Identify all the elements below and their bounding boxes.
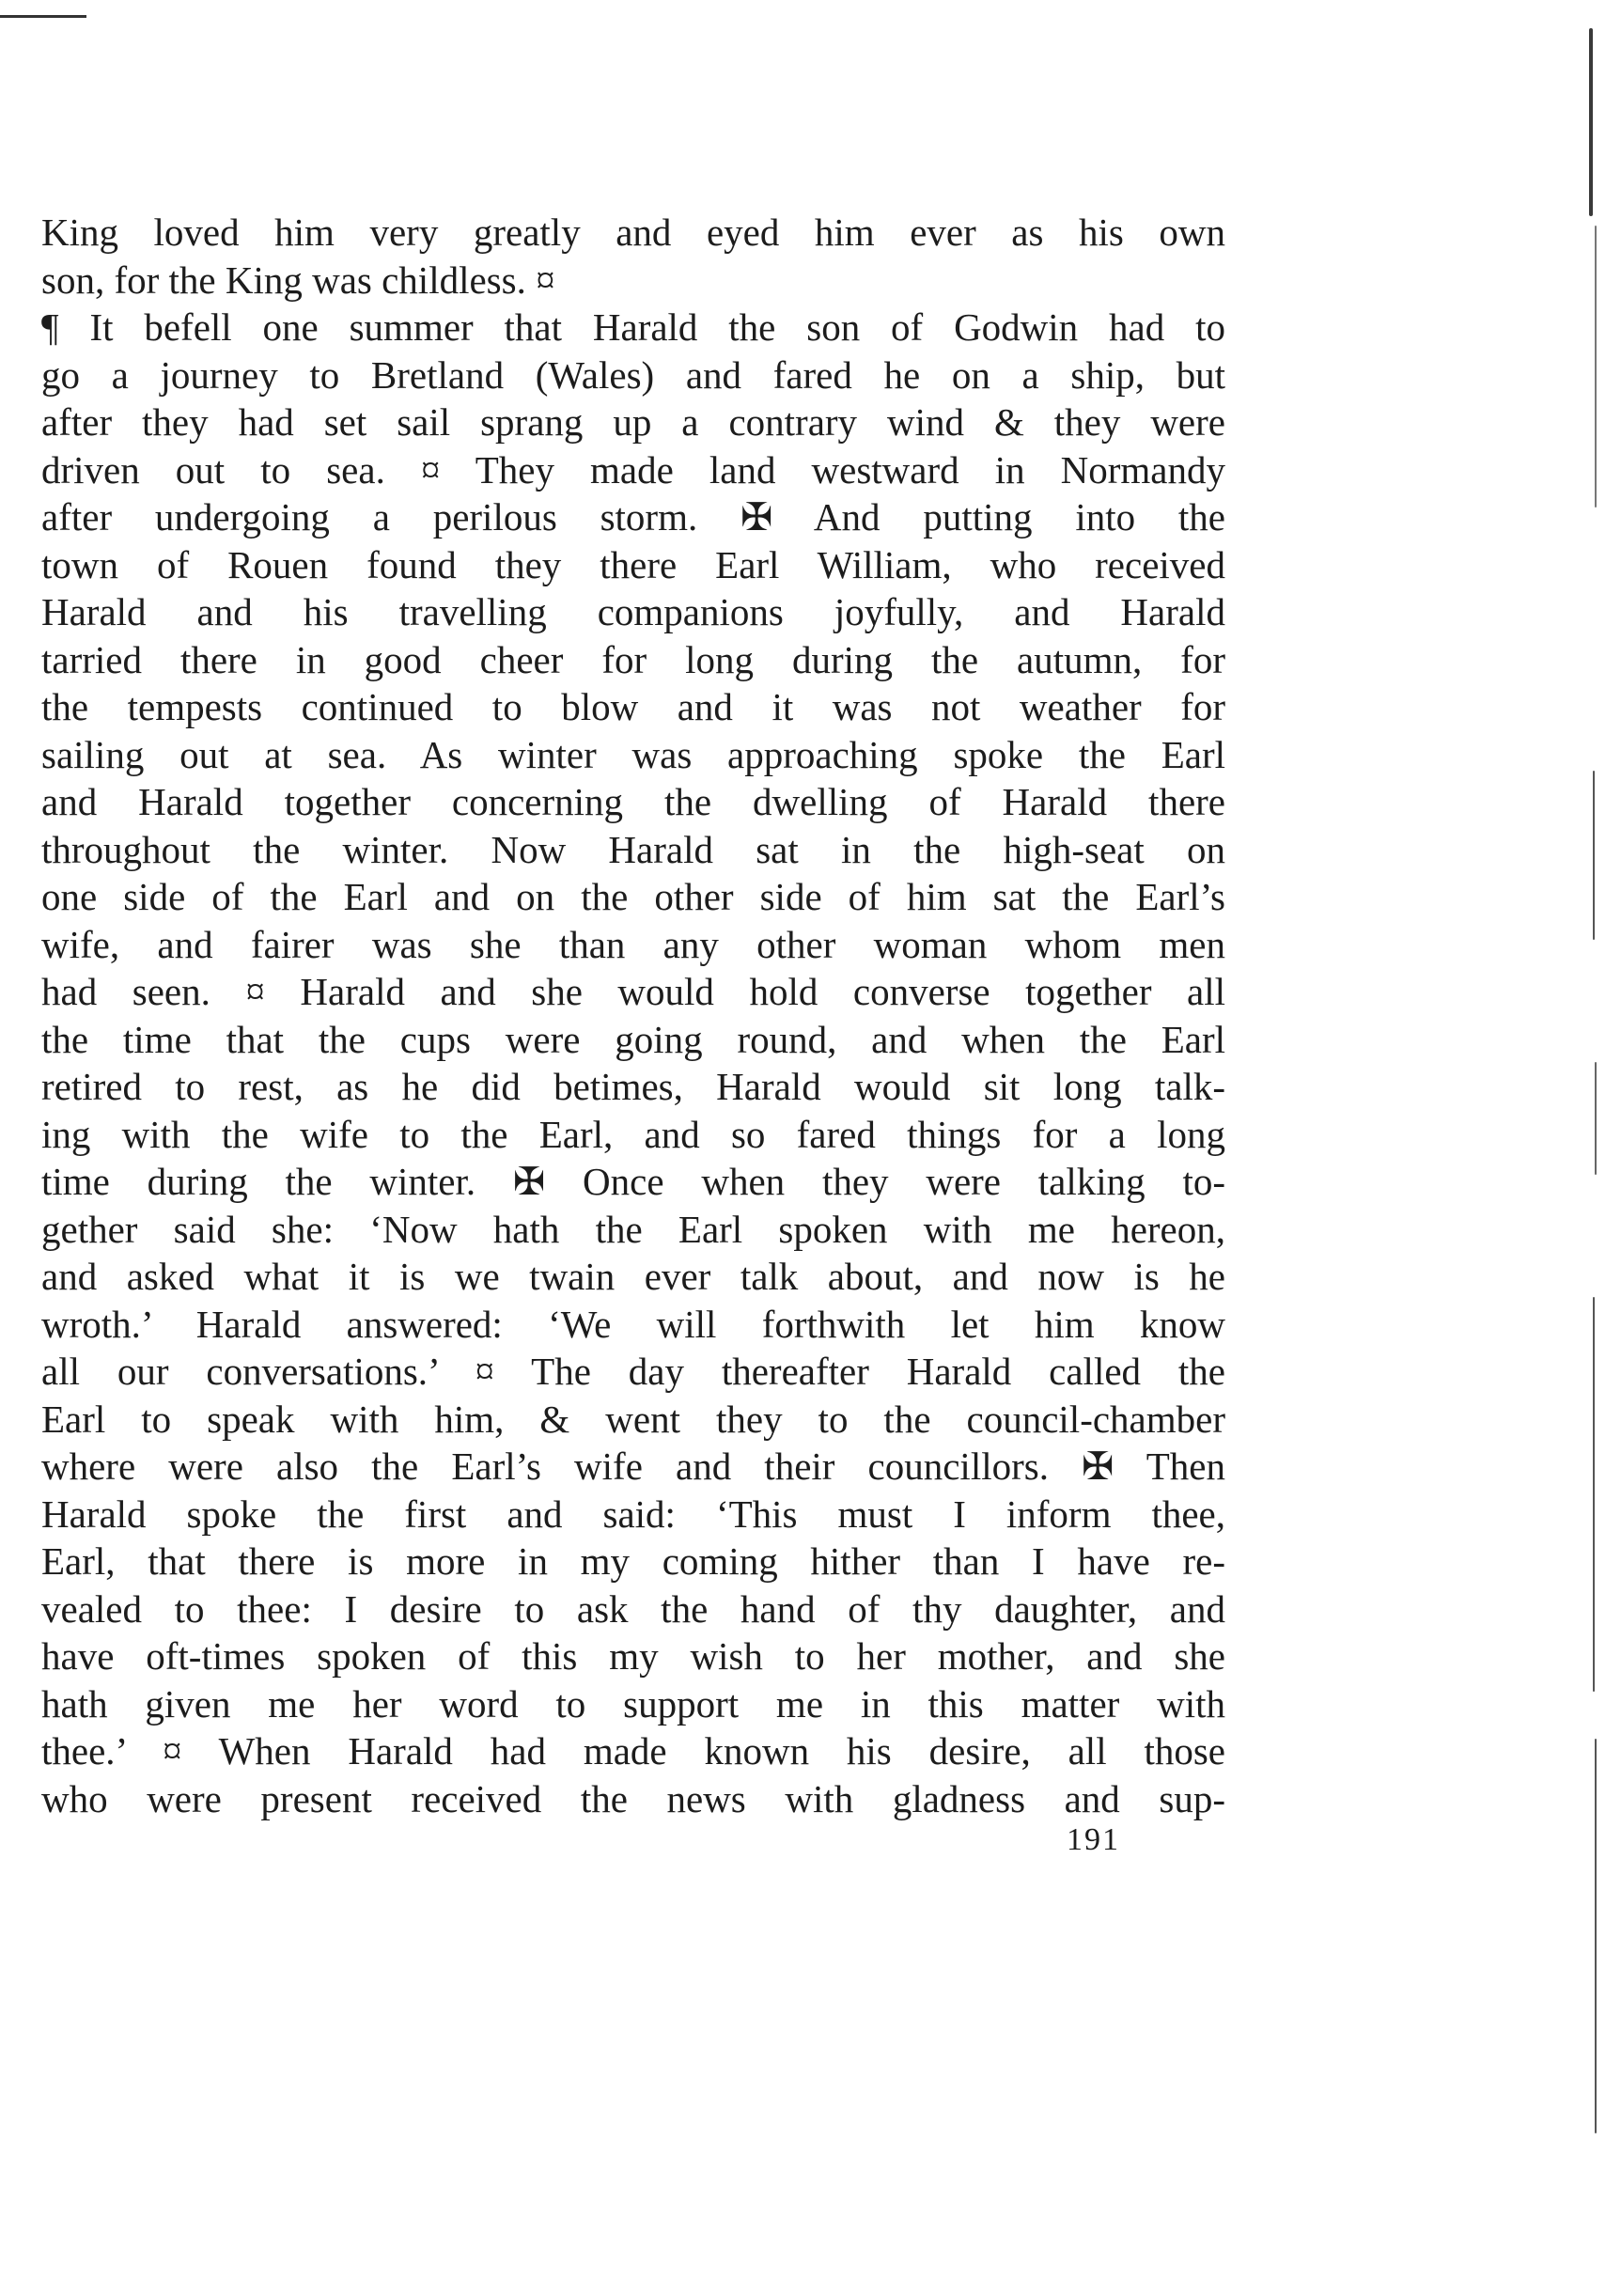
body-text (41, 209, 1225, 1822)
text-line: all our conversations.’ ¤ The day thereafter Harald called the (41, 1350, 1225, 1393)
text-line: driven out to sea. ¤ They made land westward in Normandy (41, 447, 1225, 492)
text-line: wife, and fairer was she than any other woman whom men (41, 922, 1225, 966)
text-line: where were also the Earl’s wife and their councillors. ✠ Then (41, 1445, 1225, 1488)
text-line: the tempests continued to blow and it was not weather for (41, 685, 1225, 728)
text-line: sailing out at sea. As winter was approaching spoke the Earl (41, 732, 1225, 776)
text-line: tarried there in good cheer for long during the autumn, for (41, 637, 1225, 681)
text-line: gether said she: ‘Now hath the Earl spoken with me hereon, (41, 1207, 1225, 1251)
top-rule (0, 15, 86, 18)
text-line: had seen. ¤ Harald and she would hold converse together all (41, 970, 1225, 1013)
text-line: Harald and his travelling companions joyfully, and Harald (41, 590, 1225, 633)
text-line: hath given me her word to support me in this matter with (41, 1681, 1225, 1726)
text-line: go a journey to Bretland (Wales) and fared he on a ship, but (41, 352, 1225, 397)
text-line: son, for the King was childless. ¤ (41, 258, 555, 302)
text-line: who were present received the news with gladness and sup- (41, 1776, 1225, 1820)
text-line: time during the winter. ✠ Once when they were talking to- (41, 1160, 1225, 1203)
text-line: throughout the winter. Now Harald sat in the high-seat on (41, 827, 1225, 871)
text-line: King loved him very greatly and eyed him ever as his own (41, 211, 1225, 254)
text-line: Earl to speak with him, & went they to the council-chamber (41, 1397, 1225, 1441)
text-line: the time that the cups were going round, and when the Earl (41, 1017, 1225, 1061)
text-line: after undergoing a perilous storm. ✠ And putting into the (41, 495, 1225, 539)
text-line: ing with the wife to the Earl, and so fared things for a long (41, 1112, 1225, 1156)
text-line: after they had set sail sprang up a contrary wind & they were (41, 400, 1225, 444)
text-line: thee.’ ¤ When Harald had made known his desire, all those (41, 1729, 1225, 1773)
text-line: Harald spoke the first and said: ‘This must I inform thee, (41, 1492, 1225, 1536)
text-line: Earl, that there is more in my coming hither than I have re- (41, 1539, 1225, 1583)
text-line: one side of the Earl and on the other side of him sat the Earl’s (41, 875, 1225, 918)
page-number: 191 (1067, 1822, 1120, 1857)
text-line: and asked what it is we twain ever talk about, and now is he (41, 1255, 1225, 1298)
text-line: wroth.’ Harald answered: ‘We will forthwith let him know (41, 1302, 1225, 1346)
text-line: and Harald together concerning the dwelling of Harald there (41, 780, 1225, 823)
text-line: have oft-times spoken of this my wish to her mother, and she (41, 1634, 1225, 1678)
text-line: town of Rouen found they there Earl William, who received (41, 542, 1225, 586)
text-line: ¶ It befell one summer that Harald the son of Godwin had to (41, 305, 1225, 349)
text-line: vealed to thee: I desire to ask the hand of thy daughter, and (41, 1586, 1225, 1631)
text-line: retired to rest, as he did betimes, Harald would sit long talk- (41, 1065, 1225, 1108)
